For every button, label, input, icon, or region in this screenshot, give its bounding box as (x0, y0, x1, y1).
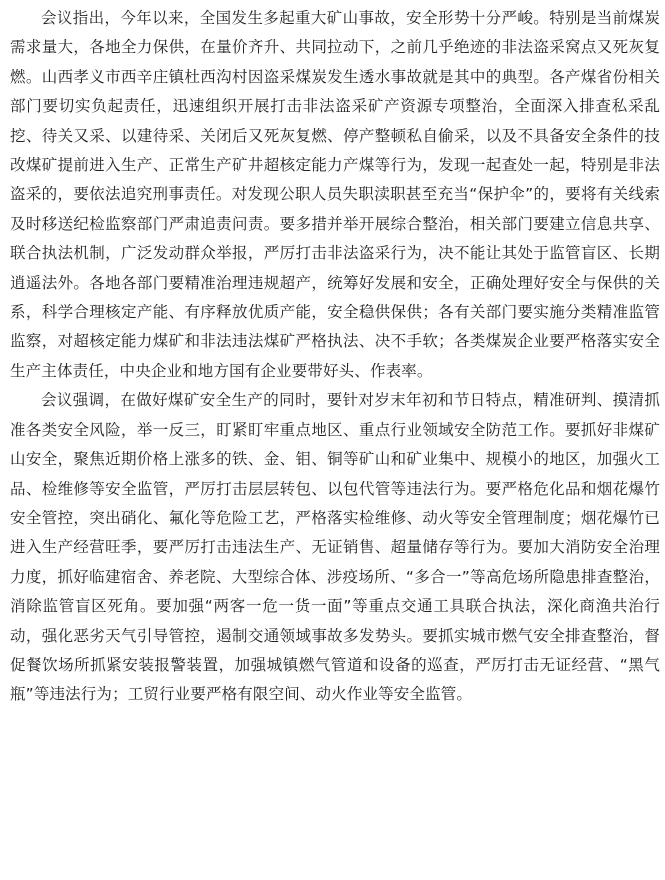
paragraph-meeting-pointed-out: 会议指出，今年以来，全国发生多起重大矿山事故，安全形势十分严峻。特别是当前煤炭需求量大，各地全力保供，在量价齐升、共同拉动下，之前几乎绝迹的非法盗采窝点又死灰复燃。山西孝义市西辛庄镇杜西沟村因盗采煤炭发生透水事故就是其中的典型。各产煤省份相关部门要切实负起责任，迅速组织开展打击非法盗采矿产资源专项整治，全面深入排查私采乱挖、待关又采、以建待采、关闭后又死灰复燃、停产整顿私自偷采，以及不具备安全条件的技改煤矿提前进入生产、正常生产矿井超核定能力产煤等行为，发现一起查处一起，特别是非法盗采的，要依法追究刑事责任。对发现公职人员失职渎职甚至充当“保护伞”的，要将有关线索及时移送纪检监察部门严肃追责问责。要多措并举开展综合整治，相关部门要建立信息共享、联合执法机制，广泛发动群众举报，严厉打击非法盗采行为，决不能让其处于监管盲区、长期逍遥法外。各地各部门要精准治理违规超产，统筹好发展和安全，正确处理好安全与保供的关系，科学合理核定产能、有序释放优质产能，安全稳供保供；各有关部门要实施分类精准监管监察，对超核定能力煤矿和非法违法煤矿严格执法、决不手软；各类煤炭企业要严格落实安全生产主体责任，中央企业和地方国有企业要带好头、作表率。 (10, 9, 660, 380)
article-body (10, 4, 660, 710)
paragraph-meeting-emphasized: 会议强调，在做好煤矿安全生产的同时，要针对岁末年初和节日特点，精准研判、摸清抓准各类安全风险，举一反三，盯紧盯牢重点地区、重点行业领域安全防范工作。要抓好非煤矿山安全，聚焦近期价格上涨多的铁、金、钼、铜等矿山和矿业集中、规模小的地区，加强火工品、检维修等安全监管，严厉打击层层转包、以包代管等违法行为。要严格危化品和烟花爆竹安全管控，突出硝化、氟化等危险工艺，严格落实检维修、动火等安全管理制度；烟花爆竹已进入生产经营旺季，要严厉打击违法生产、无证销售、超量储存等行为。要加大消防安全治理力度，抓好临建宿舍、养老院、大型综合体、涉疫场所、“多合一”等高危场所隐患排查整治，消除监管盲区死角。要加强“两客一危一货一面”等重点交通工具联合执法，深化商渔共治行动，强化恶劣天气引导管控，遏制交通领域事故多发势头。要抓实城市燃气安全排查整治，督促餐饮场所抓紧安装报警装置，加强城镇燃气管道和设备的巡查，严厉打击无证经营、“黑气瓶”等违法行为；工贸行业要严格有限空间、动火作业等安全监管。 (10, 391, 660, 704)
